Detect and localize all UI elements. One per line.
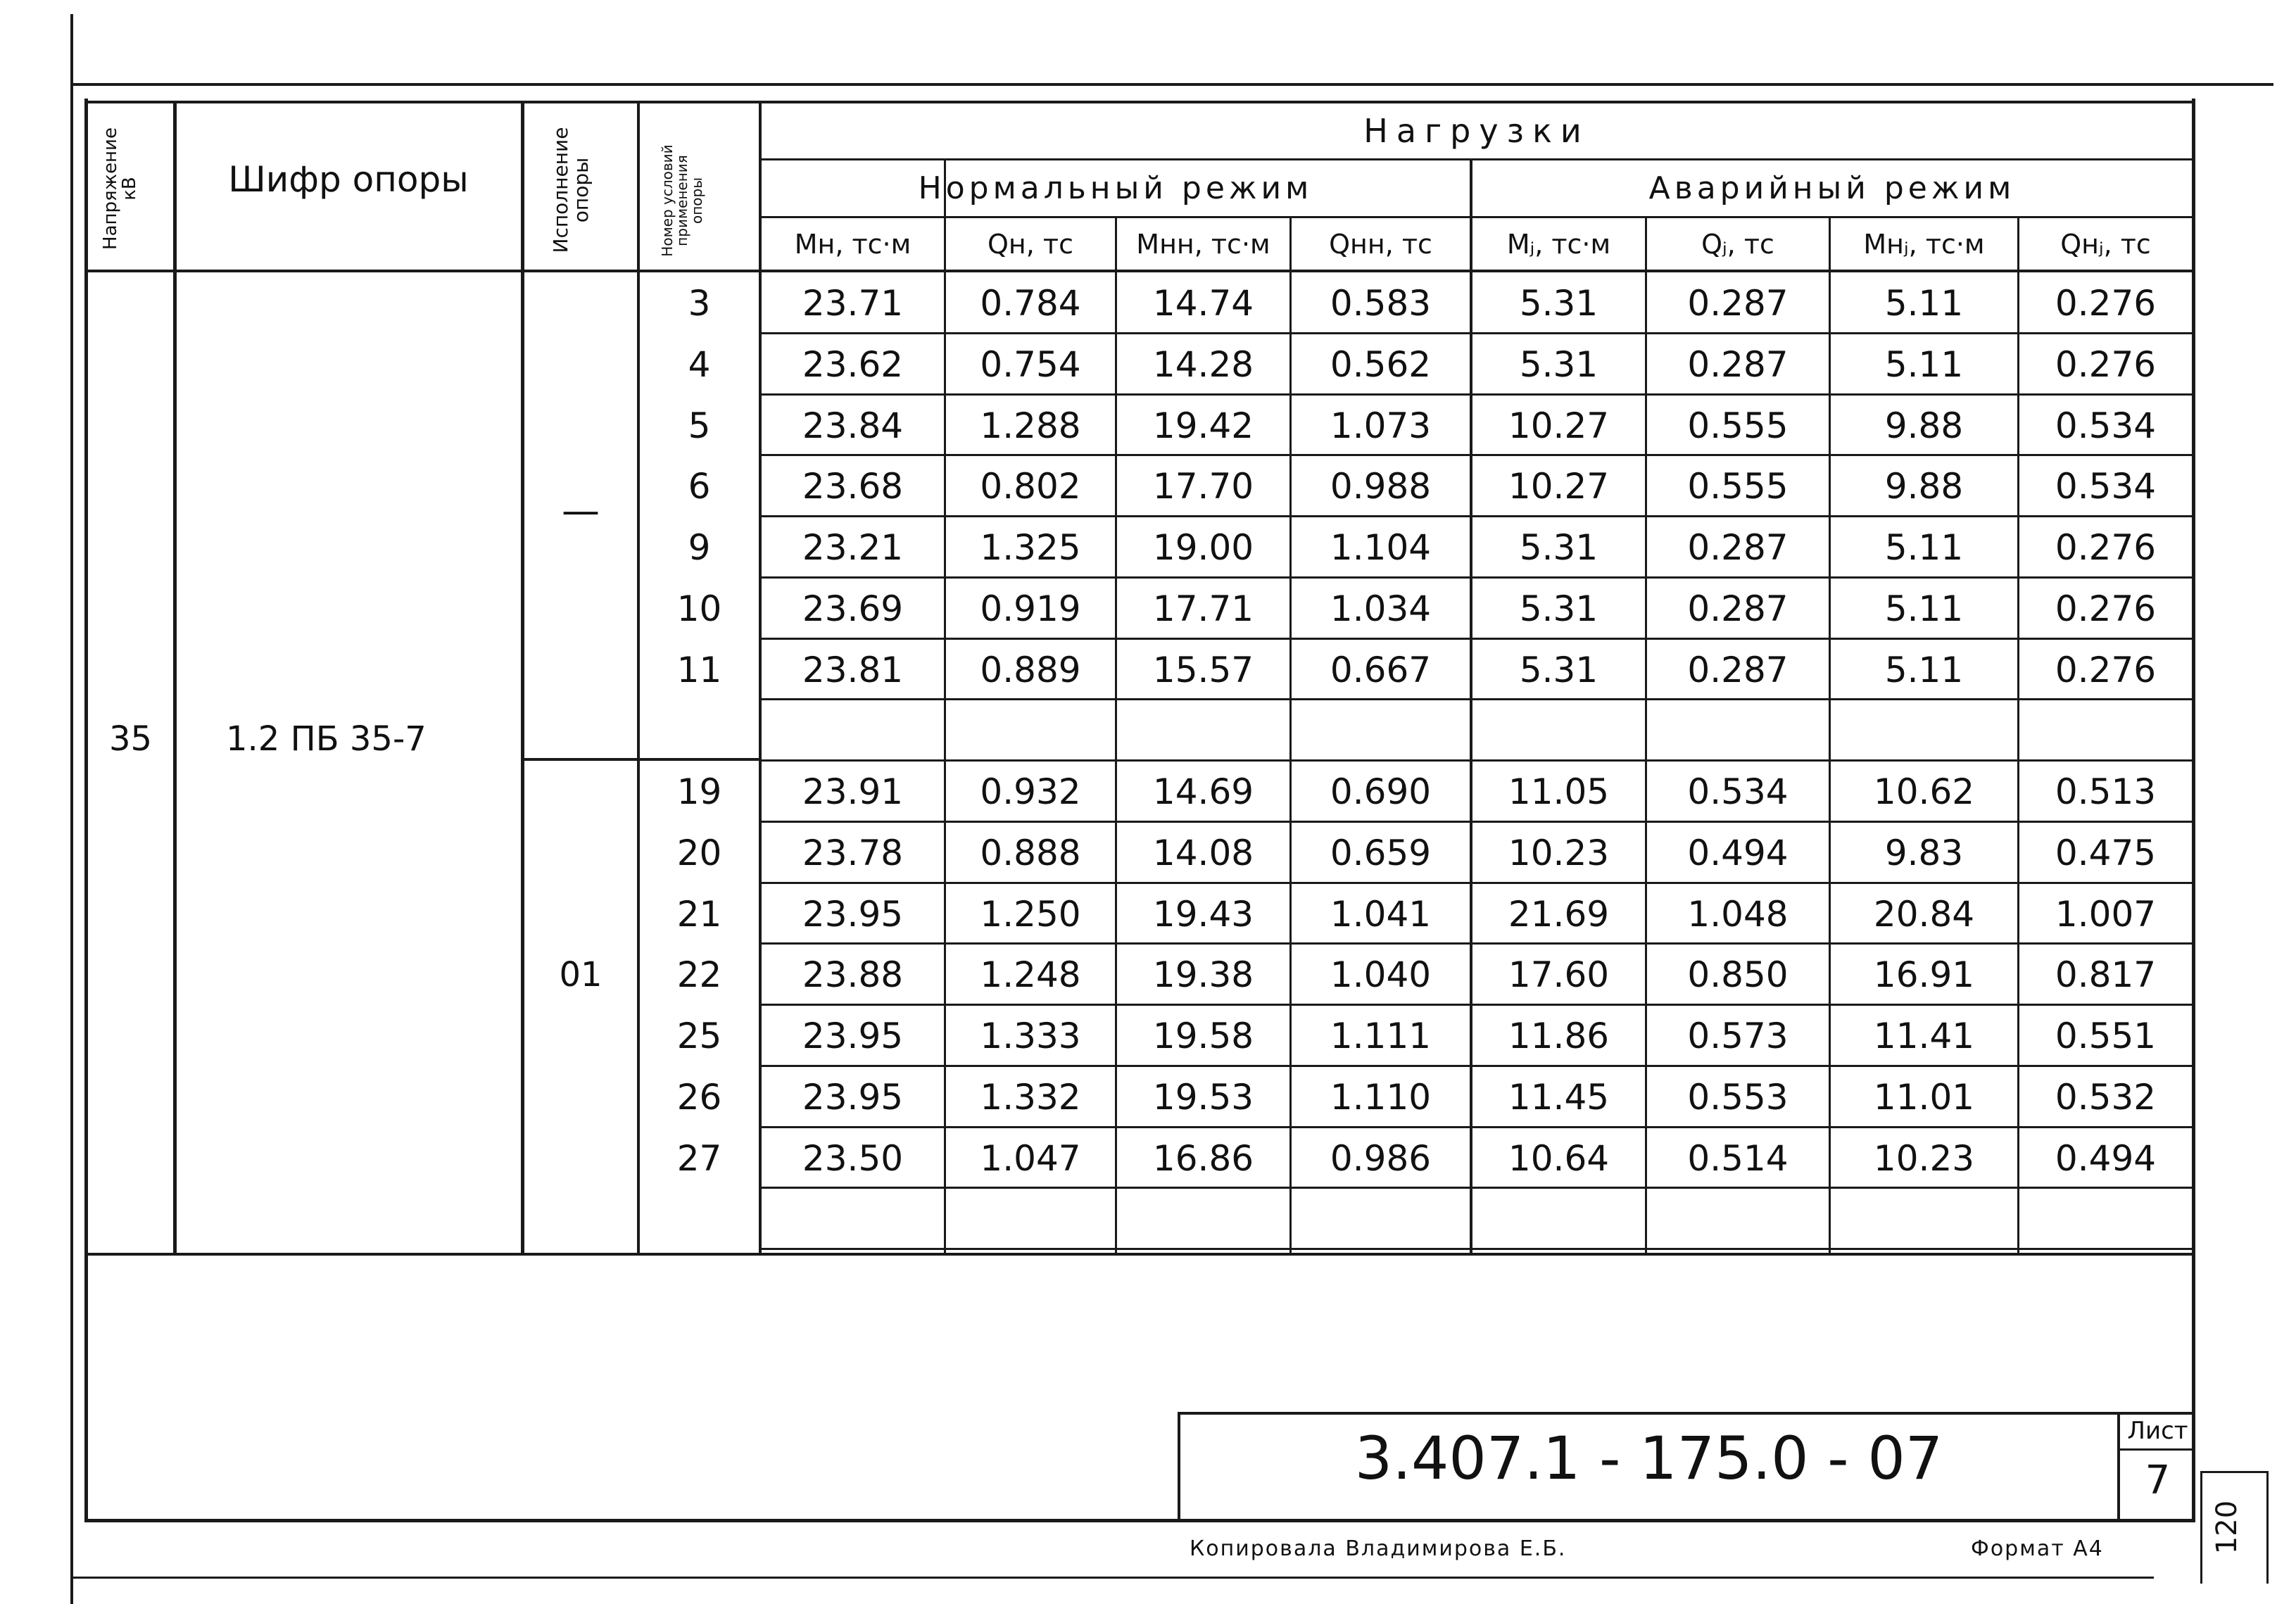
- condition-number: 10: [676, 588, 722, 629]
- load-value: 0.986: [1330, 1137, 1432, 1179]
- load-value: 0.276: [2055, 343, 2157, 385]
- load-value: 15.57: [1152, 649, 1254, 690]
- load-value: 11.41: [1873, 1015, 1975, 1056]
- load-value: 14.08: [1152, 832, 1254, 873]
- load-value: 0.817: [2055, 954, 2157, 995]
- load-value: 0.667: [1330, 649, 1432, 690]
- load-value: [762, 1188, 944, 1249]
- frame-left: [84, 99, 88, 1520]
- load-value: 1.248: [980, 954, 1081, 995]
- load-value: 23.68: [802, 465, 904, 507]
- execution-group1: —: [562, 488, 600, 533]
- load-value: 5.11: [1884, 343, 1964, 385]
- execution-header: Исполнение опоры: [549, 127, 593, 253]
- condition-number: 6: [688, 465, 711, 507]
- load-value: 10.27: [1508, 405, 1610, 446]
- frame-bottom: [84, 1519, 2195, 1522]
- load-value: 0.988: [1330, 465, 1432, 507]
- load-value: [1117, 700, 1289, 761]
- emergency-mode-header: Аварийный режим: [1648, 170, 2016, 206]
- condition-number: 19: [676, 771, 722, 812]
- load-value: 1.007: [2055, 893, 2157, 935]
- load-value: 1.041: [1330, 893, 1432, 935]
- load-value: 0.919: [980, 588, 1081, 629]
- load-value: 1.047: [980, 1137, 1081, 1179]
- support-code: 1.2 ПБ 35-7: [226, 719, 427, 759]
- condition-number: 22: [676, 954, 722, 995]
- load-value: 0.534: [2055, 465, 2157, 507]
- load-value: 5.11: [1884, 526, 1964, 568]
- load-value: 23.84: [802, 405, 904, 446]
- load-value: 1.333: [980, 1015, 1081, 1056]
- load-value: 21.69: [1508, 893, 1610, 935]
- load-value: 14.74: [1152, 282, 1254, 324]
- load-value: 1.288: [980, 405, 1081, 446]
- load-value: 0.573: [1687, 1015, 1789, 1056]
- load-value: 0.690: [1330, 771, 1432, 812]
- load-value: 10.23: [1508, 832, 1610, 873]
- load-value: 23.95: [802, 893, 904, 935]
- load-value: [1472, 1188, 1645, 1249]
- load-value: 0.513: [2055, 771, 2157, 812]
- condition-number: 26: [676, 1076, 722, 1118]
- load-value: 19.38: [1152, 954, 1254, 995]
- side-page-number: 120: [2211, 1500, 2243, 1555]
- load-value: 23.69: [802, 588, 904, 629]
- load-value: 0.532: [2055, 1076, 2157, 1118]
- load-value: [1647, 700, 1829, 761]
- load-value: 0.659: [1330, 832, 1432, 873]
- condition-number: [640, 1188, 759, 1249]
- load-value: 5.11: [1884, 649, 1964, 690]
- load-value: 20.84: [1873, 893, 1975, 935]
- condition-number: 25: [676, 1015, 722, 1056]
- top-frame-line: [70, 83, 2273, 86]
- load-value: 9.83: [1884, 832, 1964, 873]
- load-value: [1292, 700, 1470, 761]
- load-value: 0.287: [1687, 588, 1789, 629]
- load-value: 16.91: [1873, 954, 1975, 995]
- voltage-value: 35: [108, 719, 153, 759]
- code-header: Шифр опоры: [228, 159, 469, 200]
- load-value: 1.110: [1330, 1076, 1432, 1118]
- load-value: 19.53: [1152, 1076, 1254, 1118]
- condition-number: 21: [676, 893, 722, 935]
- load-value: [946, 700, 1115, 761]
- load-value: 0.553: [1687, 1076, 1789, 1118]
- normal-mode-header: Нормальный режим: [918, 170, 1313, 206]
- sheet-label: Лист: [2127, 1417, 2188, 1445]
- load-value: [1472, 700, 1645, 761]
- load-value: [1831, 700, 2017, 761]
- load-value: 1.034: [1330, 588, 1432, 629]
- load-value: 11.45: [1508, 1076, 1610, 1118]
- load-value: 11.01: [1873, 1076, 1975, 1118]
- load-value: [2019, 700, 2192, 761]
- condition-number: 11: [676, 649, 722, 690]
- load-value: [1647, 1188, 1829, 1249]
- col-header-qh-emerg: Qнⱼ, тс: [2060, 228, 2151, 260]
- load-value: 0.494: [2055, 1137, 2157, 1179]
- load-value: 23.21: [802, 526, 904, 568]
- load-value: 23.95: [802, 1015, 904, 1056]
- load-value: 0.276: [2055, 588, 2157, 629]
- load-value: 5.31: [1519, 649, 1598, 690]
- titleblock-top: [1178, 1412, 2195, 1415]
- execution-group2: 01: [559, 955, 603, 994]
- load-value: 11.86: [1508, 1015, 1610, 1056]
- col-header-mh-emerg: Mнⱼ, тс·м: [1863, 228, 1985, 260]
- load-value: 5.31: [1519, 526, 1598, 568]
- load-value: 1.040: [1330, 954, 1432, 995]
- format-label: Формат А4: [1971, 1536, 2104, 1561]
- load-value: 19.00: [1152, 526, 1254, 568]
- load-value: 5.11: [1884, 588, 1964, 629]
- load-value: 19.43: [1152, 893, 1254, 935]
- load-value: 0.889: [980, 649, 1081, 690]
- load-value: 1.104: [1330, 526, 1432, 568]
- load-value: 0.555: [1687, 465, 1789, 507]
- load-value: 0.802: [980, 465, 1081, 507]
- condition-number: 27: [676, 1137, 722, 1179]
- loads-title: Нагрузки: [1363, 112, 1590, 150]
- load-value: 0.475: [2055, 832, 2157, 873]
- load-value: 1.325: [980, 526, 1081, 568]
- load-value: [2019, 1188, 2192, 1249]
- load-value: 0.276: [2055, 526, 2157, 568]
- load-value: 1.250: [980, 893, 1081, 935]
- condition-number: 3: [688, 282, 711, 324]
- load-value: 0.494: [1687, 832, 1789, 873]
- load-value: 0.555: [1687, 405, 1789, 446]
- load-value: 14.69: [1152, 771, 1254, 812]
- condition-number: 9: [688, 526, 711, 568]
- load-value: 1.111: [1330, 1015, 1432, 1056]
- col-header-m-normal: Mн, тс·м: [794, 228, 912, 260]
- load-value: 11.05: [1508, 771, 1610, 812]
- load-value: 17.60: [1508, 954, 1610, 995]
- load-value: 23.81: [802, 649, 904, 690]
- condition-number: 4: [688, 343, 711, 385]
- load-value: 1.073: [1330, 405, 1432, 446]
- load-value: [762, 700, 944, 761]
- load-value: 0.534: [2055, 405, 2157, 446]
- load-value: [1292, 1188, 1470, 1249]
- load-value: 23.50: [802, 1137, 904, 1179]
- load-value: 23.78: [802, 832, 904, 873]
- load-value: 17.70: [1152, 465, 1254, 507]
- load-value: 23.88: [802, 954, 904, 995]
- load-value: [946, 1188, 1115, 1249]
- load-value: 0.551: [2055, 1015, 2157, 1056]
- condition-number: 5: [688, 405, 711, 446]
- load-value: 0.583: [1330, 282, 1432, 324]
- load-value: 0.287: [1687, 343, 1789, 385]
- sheet-number: 7: [2145, 1458, 2171, 1503]
- load-value: 5.11: [1884, 282, 1964, 324]
- copied-by: Копировала Владимирова Е.Б.: [1190, 1536, 1567, 1561]
- voltage-header: Напряжение кВ: [100, 127, 141, 250]
- load-value: 0.287: [1687, 526, 1789, 568]
- load-value: 10.62: [1873, 771, 1975, 812]
- col-sep-voltage: [173, 101, 177, 1255]
- load-value: 19.58: [1152, 1015, 1254, 1056]
- load-value: 0.888: [980, 832, 1081, 873]
- load-value: 23.91: [802, 771, 904, 812]
- side-box-left: [2200, 1471, 2202, 1584]
- side-box-top: [2200, 1471, 2269, 1473]
- load-value: 0.562: [1330, 343, 1432, 385]
- frame-right: [2192, 99, 2195, 1520]
- load-value: 0.754: [980, 343, 1081, 385]
- document-designation: 3.407.1 - 175.0 - 07: [1354, 1424, 1943, 1493]
- load-value: 17.71: [1152, 588, 1254, 629]
- load-value: 5.31: [1519, 588, 1598, 629]
- load-value: 10.23: [1873, 1137, 1975, 1179]
- load-value: 0.287: [1687, 282, 1789, 324]
- load-value: 5.31: [1519, 282, 1598, 324]
- load-value: 16.86: [1152, 1137, 1254, 1179]
- side-box-right: [2266, 1471, 2269, 1584]
- load-value: 23.62: [802, 343, 904, 385]
- col-header-q-emerg: Qⱼ, тс: [1701, 228, 1774, 260]
- load-value: 0.514: [1687, 1137, 1789, 1179]
- load-value: 10.27: [1508, 465, 1610, 507]
- load-value: 0.534: [1687, 771, 1789, 812]
- load-value: 19.42: [1152, 405, 1254, 446]
- condition-number: [640, 700, 759, 761]
- load-value: 23.95: [802, 1076, 904, 1118]
- col-header-m-emerg: Mⱼ, тс·м: [1506, 228, 1611, 260]
- table-bottom: [84, 1253, 2195, 1256]
- load-value: [1831, 1188, 2017, 1249]
- load-value: 0.287: [1687, 649, 1789, 690]
- load-value: 0.932: [980, 771, 1081, 812]
- load-value: 0.850: [1687, 954, 1789, 995]
- load-value: 0.784: [980, 282, 1081, 324]
- load-value: 10.64: [1508, 1137, 1610, 1179]
- load-value: 14.28: [1152, 343, 1254, 385]
- load-value: 1.048: [1687, 893, 1789, 935]
- col-header-q-normal: Qн, тс: [988, 228, 1073, 260]
- load-value: 5.31: [1519, 343, 1598, 385]
- load-value: 23.71: [802, 282, 904, 324]
- titleblock-sheet-line: [2117, 1448, 2195, 1451]
- outer-bottom-line: [70, 1577, 2154, 1579]
- col-header-mh-normal: Mнн, тс·м: [1136, 228, 1270, 260]
- load-value: 0.276: [2055, 649, 2157, 690]
- load-value: 9.88: [1884, 465, 1964, 507]
- load-value: [1117, 1188, 1289, 1249]
- condition-number: 20: [676, 832, 722, 873]
- col-sep-code: [521, 101, 524, 1255]
- condition-header: Номер условий применения опоры: [659, 144, 705, 257]
- load-value: 1.332: [980, 1076, 1081, 1118]
- load-value: 0.276: [2055, 282, 2157, 324]
- left-binding-line: [70, 14, 73, 1604]
- col-header-qh-normal: Qнн, тс: [1329, 228, 1432, 260]
- load-value: 9.88: [1884, 405, 1964, 446]
